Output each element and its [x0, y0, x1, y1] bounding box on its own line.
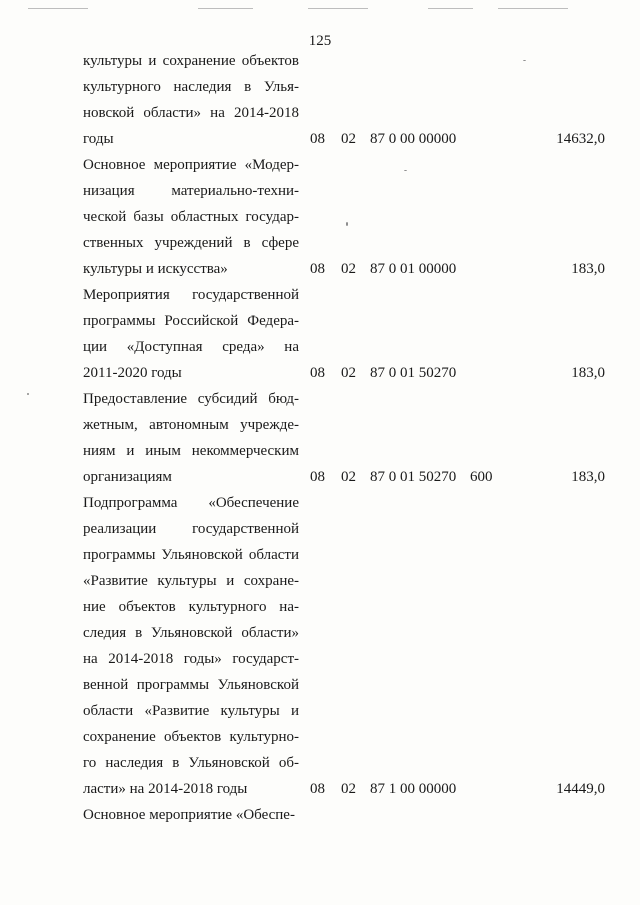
- description-line: сохранение объектов культурно-: [83, 729, 299, 745]
- podrazdel-code: 02: [341, 131, 356, 147]
- description-line: организациям: [83, 469, 172, 485]
- description-line: низация материально-техни-: [83, 183, 299, 199]
- amount-value: 183,0: [571, 261, 605, 277]
- description-line: Предоставление субсидий бюд-: [83, 391, 299, 407]
- description-line: ственных учреждений в сфере: [83, 235, 299, 251]
- description-line: культуры и сохранение объектов: [83, 53, 299, 69]
- target-article-code: 87 1 00 00000: [370, 781, 457, 797]
- description-line: ласти» на 2014-2018 годы: [83, 781, 248, 797]
- podrazdel-code: 02: [341, 469, 356, 485]
- scan-speck: [346, 222, 348, 226]
- description-line: венной программы Ульяновской: [83, 677, 299, 693]
- description-line: го наследия в Ульяновской об-: [83, 755, 299, 771]
- razdel-code: 08: [310, 261, 325, 277]
- row-description: [83, 386, 299, 490]
- row-description: [83, 152, 299, 282]
- description-line: годы: [83, 131, 114, 147]
- scan-speck: [404, 170, 407, 171]
- table-row: [0, 152, 640, 282]
- podrazdel-code: 02: [341, 365, 356, 381]
- description-line: новской области» на 2014-2018: [83, 105, 299, 121]
- razdel-code: 08: [310, 781, 325, 797]
- table-row: [0, 490, 640, 802]
- description-line: культурного наследия в Улья-: [83, 79, 299, 95]
- table-row: [0, 802, 640, 828]
- expense-type-code: 600: [470, 469, 493, 485]
- podrazdel-code: 02: [341, 781, 356, 797]
- description-line: области «Развитие культуры и: [83, 703, 299, 719]
- description-line: Основное мероприятие «Модер-: [83, 157, 299, 173]
- amount-value: 183,0: [571, 469, 605, 485]
- description-line: следия в Ульяновской области»: [83, 625, 299, 641]
- table-row: [0, 48, 640, 152]
- description-line: реализации государственной: [83, 521, 299, 537]
- target-article-code: 87 0 00 00000: [370, 131, 457, 147]
- description-line: ниям и иным некоммерческим: [83, 443, 299, 459]
- description-line: «Развитие культуры и сохране-: [83, 573, 299, 589]
- scan-speck: [27, 393, 29, 395]
- description-line: 2011-2020 годы: [83, 365, 182, 381]
- amount-value: 14449,0: [556, 781, 605, 797]
- description-line: Мероприятия государственной: [83, 287, 299, 303]
- target-article-code: 87 0 01 50270: [370, 365, 457, 381]
- row-description: [83, 490, 299, 802]
- scan-speck: [523, 60, 526, 61]
- row-description: [83, 48, 299, 152]
- table-row: [0, 386, 640, 490]
- description-line: ции «Доступная среда» на: [83, 339, 299, 355]
- target-article-code: 87 0 01 00000: [370, 261, 457, 277]
- razdel-code: 08: [310, 131, 325, 147]
- table-row: [0, 282, 640, 386]
- description-line: ние объектов культурного на-: [83, 599, 299, 615]
- description-line: Подпрограмма «Обеспечение: [83, 495, 299, 511]
- description-line: жетным, автономным учрежде-: [83, 417, 299, 433]
- razdel-code: 08: [310, 365, 325, 381]
- description-line: программы Российской Федера-: [83, 313, 299, 329]
- description-line: на 2014-2018 годы» государст-: [83, 651, 299, 667]
- razdel-code: 08: [310, 469, 325, 485]
- description-line: программы Ульяновской области: [83, 547, 299, 563]
- amount-value: 183,0: [571, 365, 605, 381]
- amount-value: 14632,0: [556, 131, 605, 147]
- page-number: 125: [308, 33, 332, 49]
- podrazdel-code: 02: [341, 261, 356, 277]
- description-line: культуры и искусства»: [83, 261, 228, 277]
- row-description: [83, 282, 299, 386]
- target-article-code: 87 0 01 50270: [370, 469, 457, 485]
- row-description: [83, 802, 299, 828]
- description-line: ческой базы областных государ-: [83, 209, 299, 225]
- description-line: Основное мероприятие «Обеспе-: [83, 807, 295, 823]
